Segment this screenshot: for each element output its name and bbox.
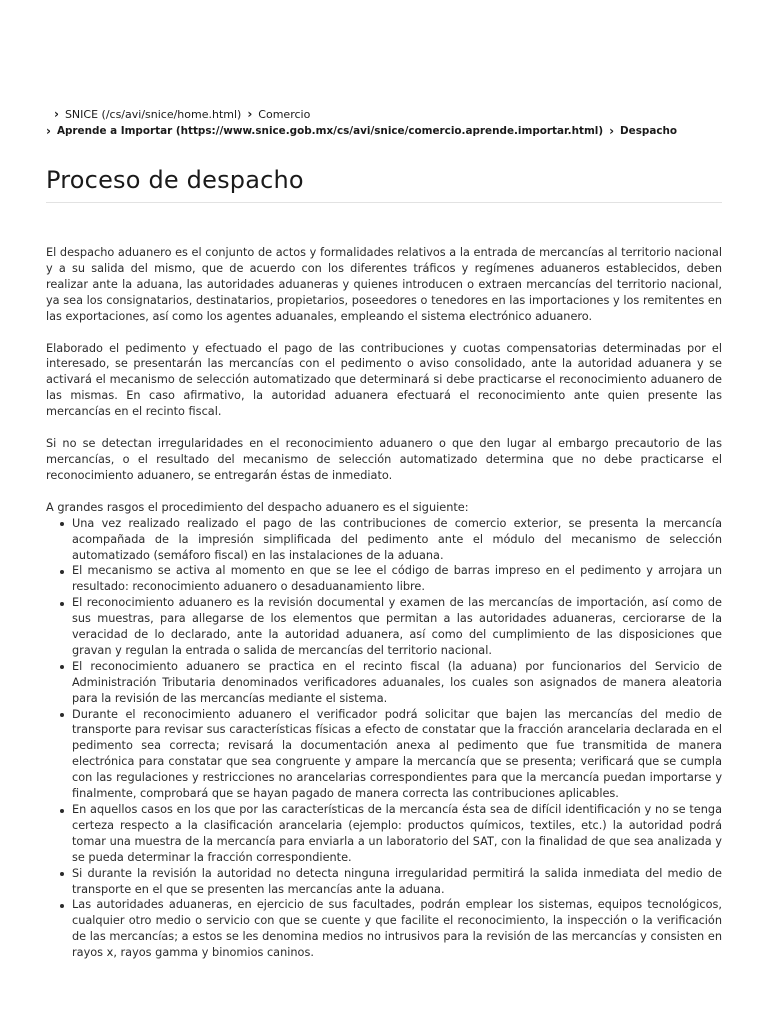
chevron-right-icon: › — [609, 124, 615, 138]
list-item: El reconocimiento aduanero es la revisión documental y examen de las mercancías de importación, así como de sus muestras, para allegarse de los elementos que permitan a las autoridades aduaneras, cerciorarse de la veracidad de lo declarado, ante la autoridad aduanera, así como del cumplimiento de las disposiciones que gravan y regulan la entrada o salida de mercancías del territorio nacional. — [72, 596, 722, 657]
list-item: Si durante la revisión la autoridad no detecta ninguna irregularidad permitirá la salida inmediata del medio de transporte en el que se presenten las mercancías ante la aduana. — [72, 866, 722, 896]
paragraph-pedimento: Elaborado el pedimento y efectuado el pago de las contribuciones y cuotas compensatorias determinadas por el interesado, se presentarán las mercancías con el pedimento o aviso consolidado, ante la autoridad aduanera y se activará el mecanismo de selección automatizado que determinará si debe practicarse el reconocimiento aduanero de las mismas. En caso afirmativo, la autoridad aduanera efectuará el reconocimiento ante quien presente las mercancías en el recinto fiscal. — [46, 341, 722, 419]
article-body — [46, 245, 722, 961]
breadcrumb-link-aprende-importar[interactable]: Aprende a Importar (https://www.snice.gob.mx/cs/avi/snice/comercio.aprende.importar.html) — [56, 125, 604, 137]
list-item: Una vez realizado realizado el pago de las contribuciones de comercio exterior, se presenta la mercancía acompañada de la impresión simplificada del pedimento ante el módulo del mecanismo de selección automatizado (semáforo fiscal) en las instalaciones de la aduana. — [72, 516, 722, 562]
breadcrumb-link-snice[interactable]: SNICE (/cs/avi/snice/home.html) — [64, 108, 242, 121]
list-item: Durante el reconocimiento aduanero el verificador podrá solicitar que bajen las mercancías del medio de transporte para revisar sus características físicas a efecto de constatar que la fracción arancelaria declarada en el pedimento sea correcta; revisará la documentación anexa al pedimento que fue transmitida de manera electrónica para constatar que sea congruente y ampare la mercancía que se presenta; verificará que se cumpla con las regulaciones y restricciones no arancelarias correspondientes para que la mercancía puedan importarse y finalmente, comprobará que se hayan pagado de manera correcta las contribuciones aplicables. — [72, 707, 722, 801]
list-intro: A grandes rasgos el procedimiento del despacho aduanero es el siguiente: — [46, 500, 469, 514]
list-item: En aquellos casos en los que por las características de la mercancía ésta sea de difícil identificación y no se tenga certeza respecto a la clasificación arancelaria (ejemplo: productos químicos, textiles, etc.) la autoridad podrá tomar una muestra de la mercancía para enviarla a un laboratorio del SAT, con la finalidad de que sea analizada y se pueda determinar la fracción correspondiente. — [72, 803, 722, 864]
breadcrumb-link-comercio[interactable]: Comercio — [258, 108, 311, 121]
breadcrumb-line-2 — [46, 123, 736, 140]
chevron-right-icon: › — [46, 124, 51, 138]
procedure-list — [46, 516, 722, 961]
chevron-right-icon: › — [54, 107, 59, 121]
paragraph-definition: El despacho aduanero es el conjunto de actos y formalidades relativos a la entrada de mercancías al territorio nacional y a su salida del mismo, que de acuerdo con los diferentes tráficos y regímenes aduaneros establecidos, deben realizar ante la aduana, las autoridades aduaneras y quienes introducen o extraen mercancías del territorio nacional, ya sea los consignatarios, destinatarios, propietarios, poseedores o tenedores en las importaciones y los remitentes en las exportaciones, así como los agentes aduanales, empleando el sistema electrónico aduanero. — [46, 246, 722, 323]
breadcrumb-current-despacho: Despacho — [620, 125, 678, 137]
paragraph-irregularidades: Si no se detectan irregularidades en el reconocimiento aduanero o que den lugar al embargo precautorio de las mercancías, o el resultado del mecanismo de selección automatizado determina que no debe practicarse el reconocimiento aduanero, se entregarán éstas de inmediato. — [46, 437, 722, 482]
list-item: Las autoridades aduaneras, en ejercicio de sus facultades, podrán emplear los sistemas, equipos tecnológicos, cualquier otro medio o servicio con que se cuente y que facilite el reconocimiento, la inspección o la verificación de las mercancías; a estos se les denomina medios no intrusivos para la revisión de las mercancías y consisten en rayos x, rayos gamma y binomios caninos. — [72, 898, 722, 960]
breadcrumb — [46, 106, 736, 140]
breadcrumb-line-1 — [46, 106, 736, 123]
page-title: Proceso de despacho — [46, 166, 304, 194]
chevron-right-icon: › — [247, 107, 253, 121]
title-divider — [46, 202, 722, 203]
list-item: El mecanismo se activa al momento en que se lee el código de barras impreso en el pedimento y arrojara un resultado: reconocimiento aduanero o desaduanamiento libre. — [72, 564, 722, 594]
list-item: El reconocimiento aduanero se practica en el recinto fiscal (la aduana) por funcionarios del Servicio de Administración Tributaria denominados verificadores aduanales, los cuales son asignados de manera aleatoria para la revisión de las mercancías mediante el sistema. — [72, 659, 722, 705]
